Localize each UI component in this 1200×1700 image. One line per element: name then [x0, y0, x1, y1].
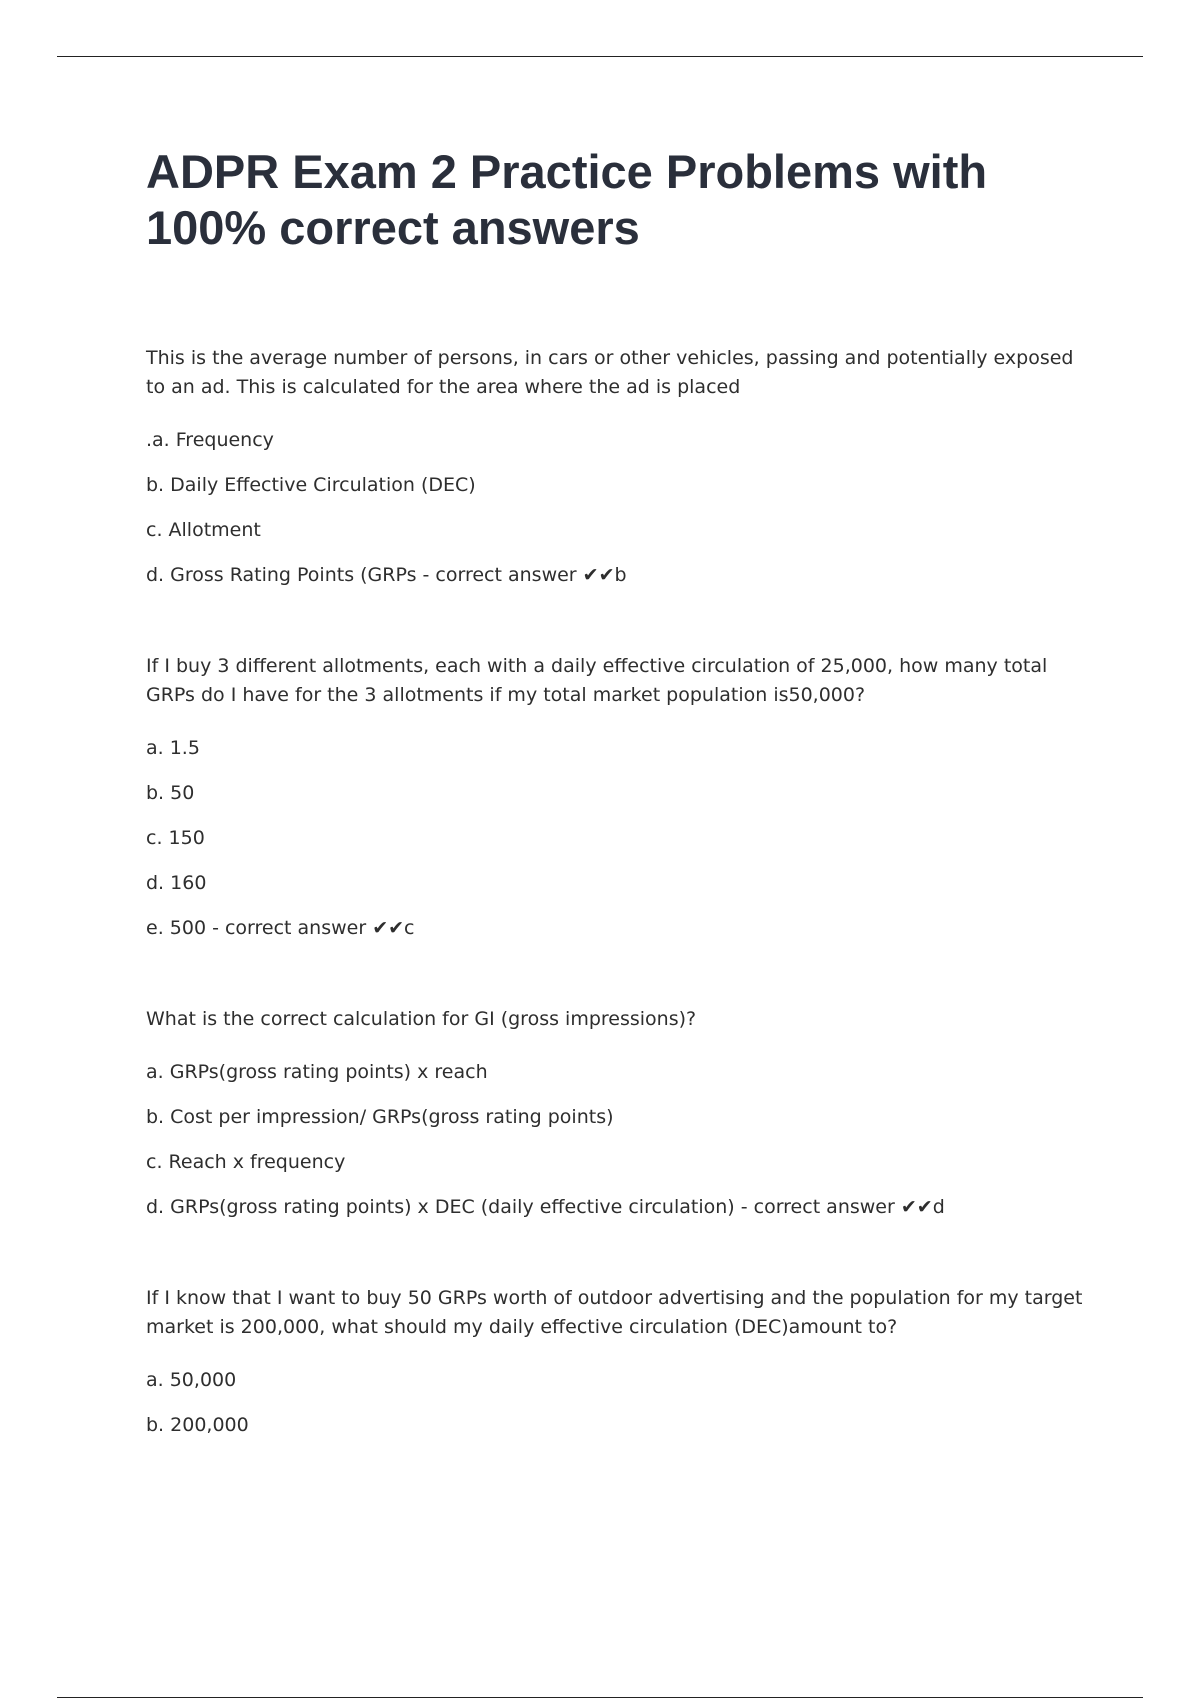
answer-option: a. 50,000: [146, 1369, 237, 1391]
answer-option: .a. Frequency: [146, 429, 274, 451]
answer-option: b. 200,000: [146, 1414, 249, 1436]
page-title: ADPR Exam 2 Practice Problems with 100% correct answers: [146, 145, 988, 254]
answer-option: c. Allotment: [146, 519, 261, 541]
bottom-rule: [57, 1697, 1143, 1698]
top-rule: [57, 56, 1143, 57]
answer-option: c. Reach x frequency: [146, 1151, 346, 1173]
answer-option: d. 160: [146, 872, 207, 894]
answer-option: a. GRPs(gross rating points) x reach: [146, 1061, 488, 1083]
question-stem: If I know that I want to buy 50 GRPs worth of outdoor advertising and the population for my target market is 200,000, what should my daily effective circulation (DEC)amount to?: [146, 1287, 1083, 1338]
answer-option: a. 1.5: [146, 737, 200, 759]
question-stem: If I buy 3 different allotments, each with a daily effective circulation of 25,000, how many total GRPs do I have for the 3 allotments if my total market population is50,000?: [146, 655, 1048, 706]
answer-option: c. 150: [146, 827, 205, 849]
question-4: [146, 1284, 1086, 1448]
question-stem: What is the correct calculation for GI (gross impressions)?: [146, 1008, 697, 1030]
question-1: [146, 344, 1086, 598]
question-list: [146, 344, 1086, 1502]
answer-option: b. 50: [146, 782, 195, 804]
answer-option: b. Daily Effective Circulation (DEC): [146, 474, 476, 496]
answer-option: e. 500 - correct answer ✔✔c: [146, 917, 415, 939]
question-stem: This is the average number of persons, in cars or other vehicles, passing and potentially exposed to an ad. This is calculated for the area where the ad is placed: [146, 347, 1074, 398]
answer-option: d. GRPs(gross rating points) x DEC (daily effective circulation) - correct answer ✔✔d: [146, 1196, 945, 1218]
question-2: [146, 652, 1086, 951]
question-3: [146, 1005, 1086, 1230]
answer-option: b. Cost per impression/ GRPs(gross rating points): [146, 1106, 614, 1128]
answer-option: d. Gross Rating Points (GRPs - correct answer ✔✔b: [146, 564, 627, 586]
